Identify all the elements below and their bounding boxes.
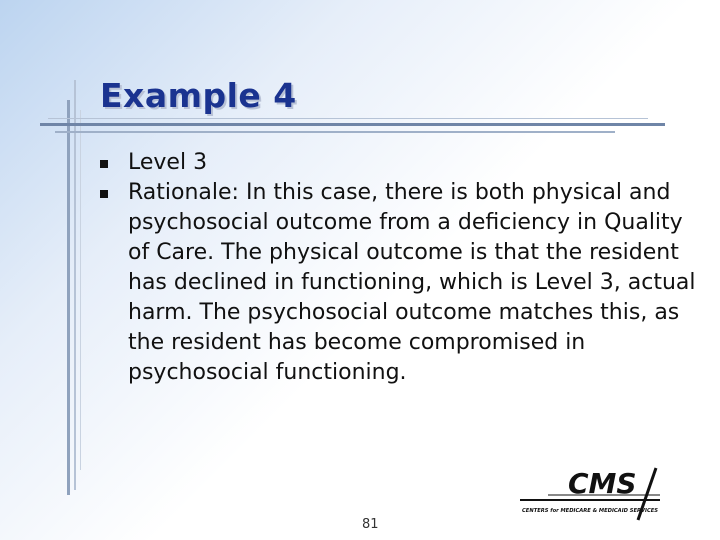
page-number: 81 [362,517,379,532]
square-bullet-icon [100,190,108,198]
bullet-item [98,178,698,388]
bullet-item [98,148,698,178]
frame-horizontal-line [48,118,648,119]
cms-logo-icon [518,462,678,522]
cms-logo [518,462,678,522]
bullet-text: Level 3 [128,150,208,175]
frame-vertical-line [74,80,76,490]
square-bullet-icon [100,160,108,168]
slide-title: Example 4 [100,76,297,115]
bullet-list [98,148,698,388]
cms-wordmark: CMS [568,467,637,500]
bullet-text: Rationale: In this case, there is both physical and psychosocial outcome from a deficiency in Quality of Care. The physical outcome is that the resident has declined in functioning, which is Level 3, actual harm. The psychosocial outcome matches this, as the resident has become compromised in psychosocial functioning. [128,180,696,385]
frame-vertical-line [67,100,70,495]
frame-horizontal-line [55,131,615,133]
cms-tagline: CENTERS for MEDICARE & MEDICAID SERVICES [522,508,659,514]
frame-horizontal-line [40,123,665,126]
frame-vertical-line [80,110,81,470]
